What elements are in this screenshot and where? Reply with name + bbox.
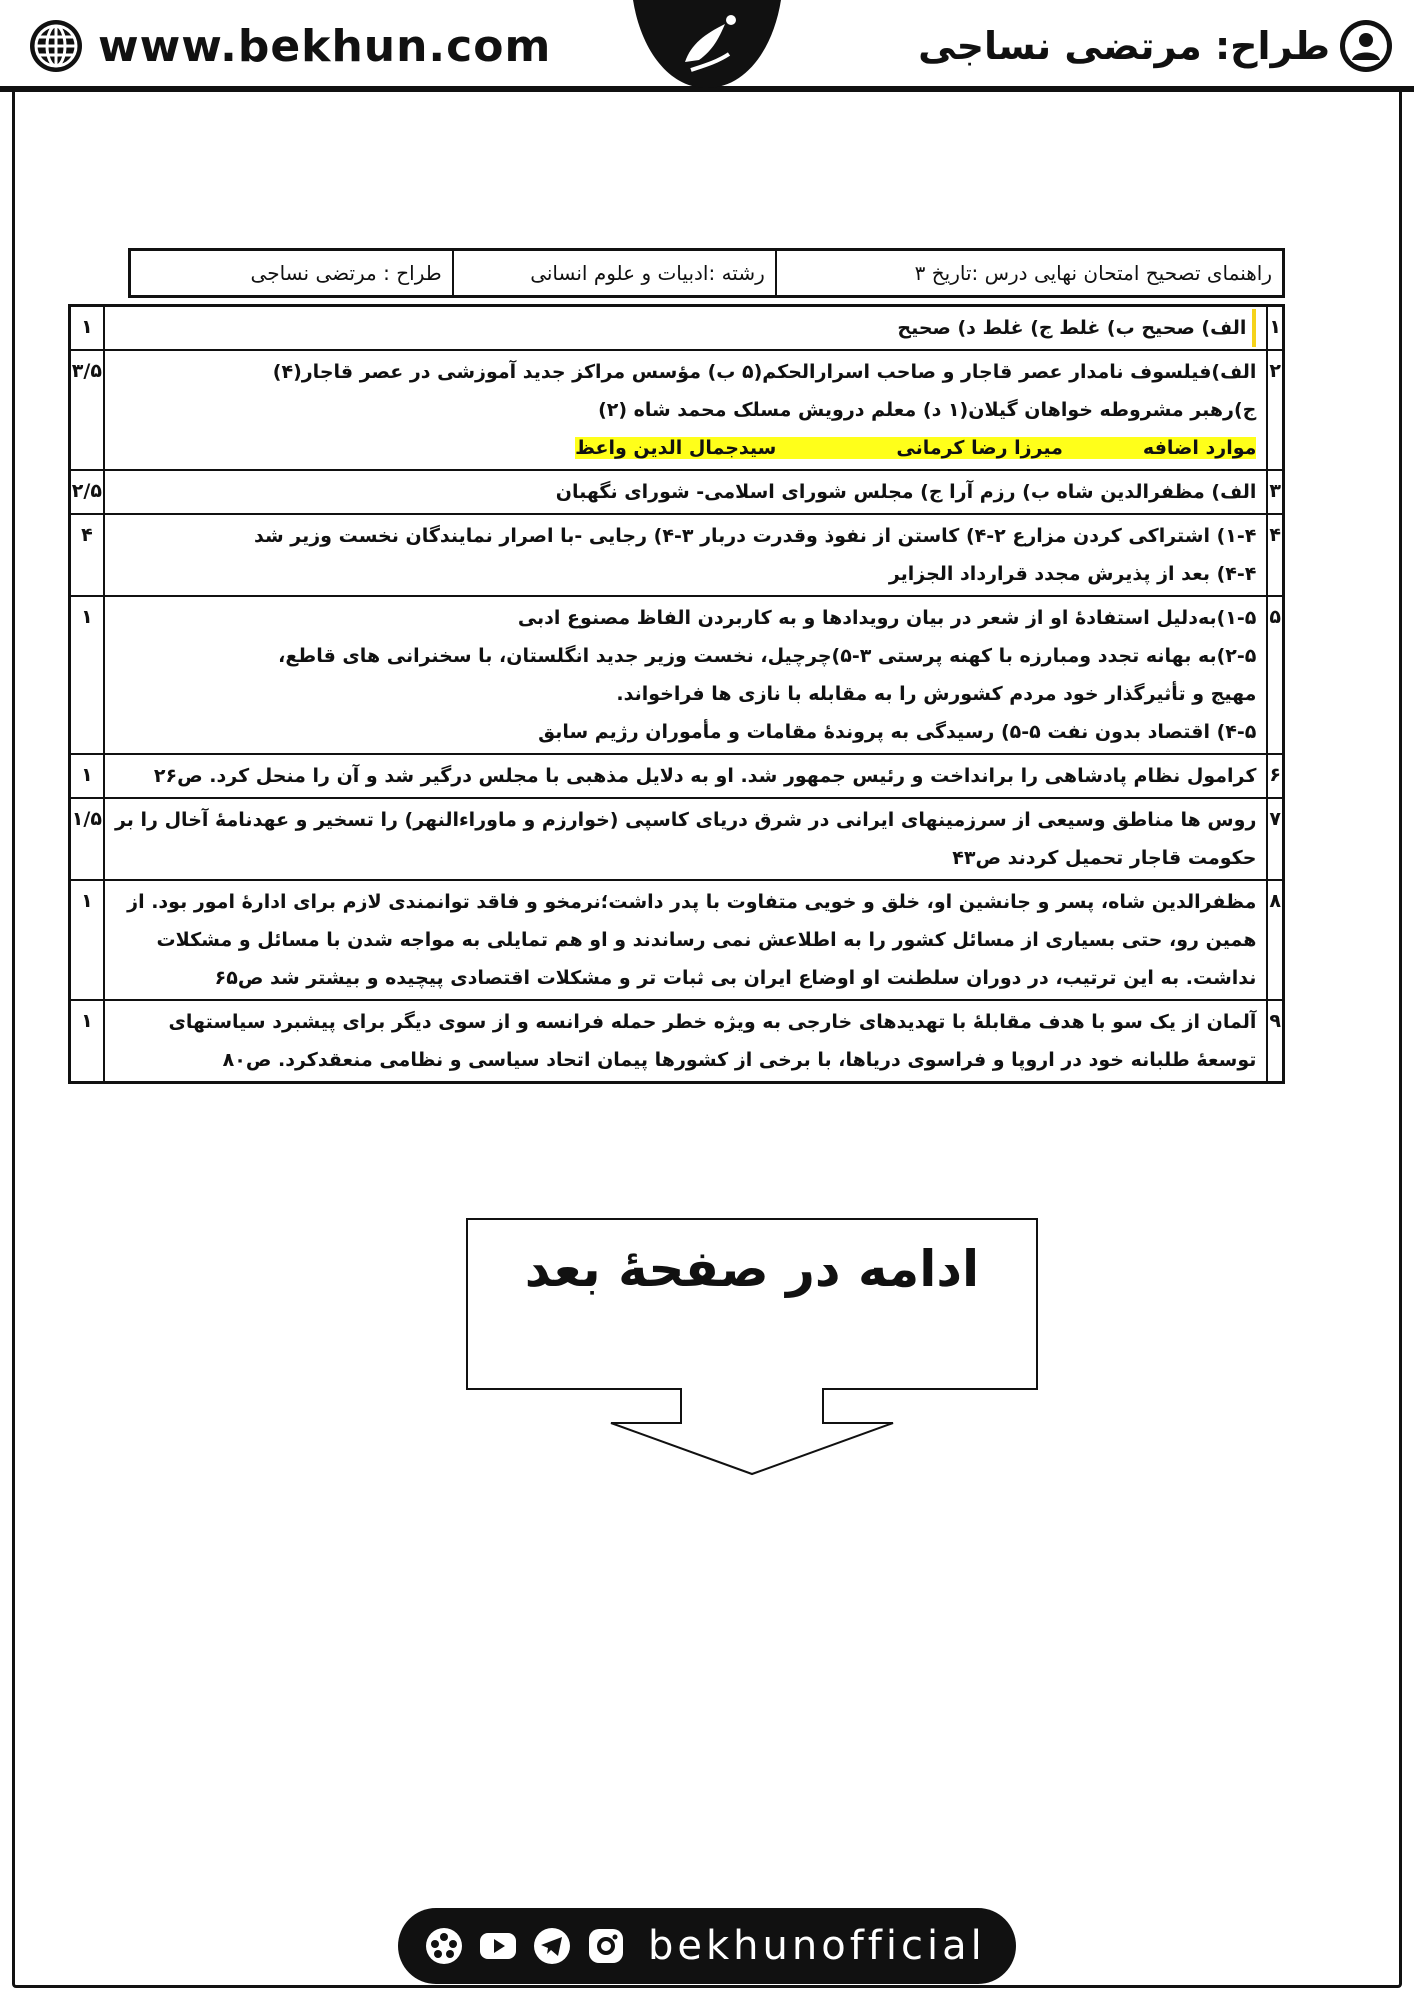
table-row xyxy=(69,798,1283,880)
answer-line: کرامول نظام پادشاهی را برانداخت و رئیس جمهور شد. او به دلایل مذهبی با مجلس درگیر شد و آن را منحل کرد. ص۲۶ xyxy=(153,765,1257,787)
answer-content xyxy=(104,754,1267,798)
top-bar xyxy=(0,0,1414,92)
extra-items-highlight xyxy=(575,437,1256,459)
designer-badge xyxy=(918,18,1394,74)
social-footer[interactable] xyxy=(398,1908,1016,1984)
exam-title: راهنمای تصحیح امتحان نهایی درس :تاریخ ۳ xyxy=(776,250,1284,297)
answer-content xyxy=(104,798,1267,880)
exam-header-table xyxy=(128,248,1285,298)
question-number: ۲ xyxy=(1267,350,1283,470)
answer-content xyxy=(104,1000,1267,1083)
answer-line: الف)فیلسوف نامدار عصر قاجار و صاحب اسرارالحکم(۵ ب) مؤسس مراکز جدید آموزشی در عصر قاجار(۴) xyxy=(272,361,1257,383)
question-number: ۵ xyxy=(1267,596,1283,754)
table-row xyxy=(69,514,1283,596)
extra-items-label: موارد اضافه xyxy=(1142,437,1257,459)
telegram-icon[interactable] xyxy=(532,1926,572,1966)
exam-field: رشته :ادبیات و علوم انسانی xyxy=(453,250,776,297)
question-score: ۱ xyxy=(69,754,104,798)
question-number: ۶ xyxy=(1267,754,1283,798)
extra-items-line xyxy=(115,429,1256,467)
question-score: ۱ xyxy=(69,880,104,1000)
website-badge[interactable] xyxy=(28,18,551,74)
globe-icon xyxy=(28,18,84,74)
answer-content xyxy=(104,306,1267,351)
answer-line: روس ها مناطق وسیعی از سرزمینهای ایرانی در شرق دریای کاسپی (خوارزم و ماوراءالنهر) را تسخیر و عهدنامهٔ آخال را بر xyxy=(114,809,1257,831)
extra-item: سیدجمال الدین واعظ xyxy=(575,437,777,459)
youtube-icon[interactable] xyxy=(478,1926,518,1966)
question-number: ۱ xyxy=(1267,306,1283,351)
answer-line: مهیج و تأثیرگذار خود مردم کشورش را به مقابله با نازی ها فراخواند. xyxy=(616,683,1257,705)
designer-name: طراح: مرتضی نساجی xyxy=(918,24,1330,68)
answer-key xyxy=(71,248,1285,1084)
website-url: www.bekhun.com xyxy=(98,20,552,72)
question-number: ۳ xyxy=(1267,470,1283,514)
instagram-icon[interactable] xyxy=(586,1926,626,1966)
continue-label: ادامه در صفحهٔ بعد xyxy=(524,1240,980,1298)
answer-line: ۱-۴) اشتراکی کردن مزارع ۲-۴) کاستن از نفوذ وقدرت دربار ۳-۴) رجایی -با اصرار نمایندگان نخست وزیر شد xyxy=(254,525,1257,547)
user-avatar-icon xyxy=(1338,18,1394,74)
question-number: ۴ xyxy=(1267,514,1283,596)
extra-item: میرزا رضا کرمانی xyxy=(896,437,1063,459)
bekhun-logo xyxy=(633,0,781,92)
answer-content xyxy=(104,514,1267,596)
answer-line: ۴-۵) اقتصاد بدون نفت ۵-۵) رسیدگی به پروندهٔ مقامات و مأموران رژیم سابق xyxy=(538,721,1257,743)
question-score: ۳/۵ xyxy=(69,350,104,470)
question-score: ۱ xyxy=(69,596,104,754)
answer-line: ۴-۴) بعد از پذیرش مجدد قرارداد الجزایر xyxy=(888,563,1257,585)
answer-line: مظفرالدین شاه، پسر و جانشین او، خلق و خویی متفاوت با پدر داشت؛نرمخو و فاقد توانمندی لازم برای ادارهٔ امور بود. از xyxy=(127,891,1257,913)
answer-line: حکومت قاجار تحمیل کردند ص۴۳ xyxy=(952,847,1257,869)
question-score: ۱ xyxy=(69,1000,104,1083)
table-row xyxy=(69,754,1283,798)
film-reel-icon[interactable] xyxy=(424,1926,464,1966)
exam-designer: طراح : مرتضی نساجی xyxy=(130,250,453,297)
answer-line: همین رو، حتی بسیاری از مسائل کشور را به اطلاعش نمی رساندند و او هم تمایلی به مواجه شدن با مسائل و مشکلات xyxy=(156,929,1257,951)
question-number: ۹ xyxy=(1267,1000,1283,1083)
answer-line: توسعهٔ طلبانه خود در اروپا و فراسوی دریاها، با برخی از کشورها پیمان اتحاد سیاسی و نظامی منعقدکرد. ص۸۰ xyxy=(222,1049,1257,1071)
social-handle: bekhunofficial xyxy=(648,1923,986,1969)
question-score: ۱ xyxy=(69,306,104,351)
answer-line: الف) مظفرالدین شاه ب) رزم آرا ج) مجلس شورای اسلامی- شورای نگهبان xyxy=(555,481,1257,503)
question-number: ۷ xyxy=(1267,798,1283,880)
answer-content xyxy=(104,880,1267,1000)
table-row xyxy=(69,470,1283,514)
answer-line: ۲-۵)به بهانه تجدد ومبارزه با کهنه پرستی ۳-۵)چرچیل، نخست وزیر جدید انگلستان، با سخنرانی های قاطع، xyxy=(278,645,1257,667)
answer-line: نداشت. به این ترتیب، در دوران سلطنت او اوضاع ایران بی ثبات تر و مشکلات اقتصادی پیچیده و بیشتر شد ص۶۵ xyxy=(214,967,1257,989)
answer-line: ج)رهبر مشروطه خواهان گیلان(۱ د) معلم درویش مسلک محمد شاه (۲) xyxy=(598,399,1257,421)
answer-line: ۱-۵)بەدلیل استفادهٔ او از شعر در بیان رویدادها و به کاربردن الفاظ مصنوع ادبی xyxy=(517,607,1257,629)
answer-content xyxy=(104,350,1267,470)
table-row xyxy=(69,350,1283,470)
question-number: ۸ xyxy=(1267,880,1283,1000)
answers-table xyxy=(68,304,1285,1084)
answer-content xyxy=(104,470,1267,514)
table-row xyxy=(69,1000,1283,1083)
table-row xyxy=(69,596,1283,754)
question-score: ۱/۵ xyxy=(69,798,104,880)
question-score: ۲/۵ xyxy=(69,470,104,514)
answer-content xyxy=(104,596,1267,754)
table-row xyxy=(69,880,1283,1000)
question-score: ۴ xyxy=(69,514,104,596)
answer-line: آلمان از یک سو با هدف مقابلهٔ با تهدیدهای خارجی به ویژه خطر حمله فرانسه و از سوی دیگر برای پیشبرد سیاستهای xyxy=(168,1011,1257,1033)
table-row xyxy=(69,306,1283,351)
answer-line: الف) صحیح ب) غلط ج) غلط د) صحیح xyxy=(115,309,1256,347)
